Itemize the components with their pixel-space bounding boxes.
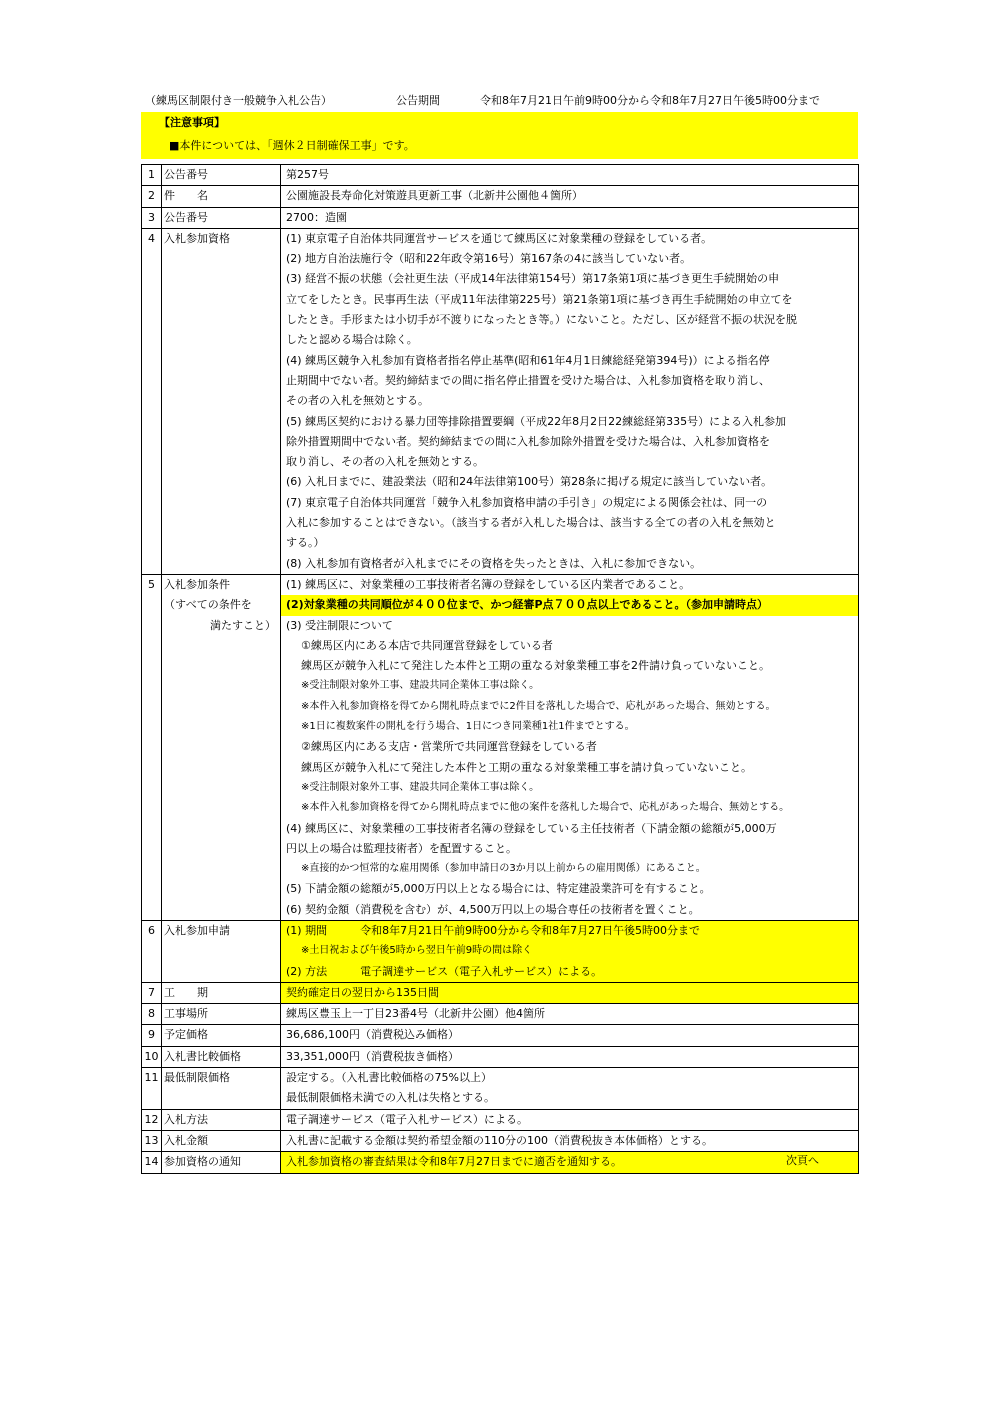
- row-label: 入札書比較価格: [164, 1049, 241, 1063]
- row-label: 工事場所: [164, 1007, 208, 1021]
- row-number: 13: [144, 1133, 159, 1147]
- row-value: 公園施設長寿命化対策遊具更新工事（北新井公園他４箇所）: [286, 189, 583, 203]
- row-number: 1: [148, 168, 155, 181]
- row-label: 入札金額: [164, 1133, 208, 1147]
- qualification-line: 入札に参加することはできない。（該当する者が入札した場合は、該当する全ての者の入札を無効と: [286, 516, 776, 530]
- row-label: 件 名: [164, 189, 208, 203]
- condition-line: ①練馬区内にある本店で共同運営登録をしている者: [301, 638, 553, 652]
- condition-line: (6) 契約金額（消費税を含む）が、4,500万円以上の場合専任の技術者を置くこと。: [286, 902, 700, 916]
- row-label: 公告番号: [164, 210, 208, 224]
- table-row: [142, 1046, 859, 1067]
- condition-note: ※受注制限対象外工事、建設共同企業体工事は除く。: [301, 680, 540, 692]
- table-row: [142, 1004, 859, 1025]
- row-label-sub: （すべての条件を: [164, 598, 252, 612]
- row-value: 設定する。（入札書比較価格の75%以上）: [286, 1071, 492, 1085]
- qualification-line: 立てをしたとき。民事再生法（平成11年法律第225号）第21条第1項に基づき再生手続開始の申立てを: [286, 292, 793, 306]
- row-number: 3: [148, 210, 155, 224]
- row-label: 入札参加資格: [164, 231, 230, 245]
- row-label: 予定価格: [164, 1028, 208, 1042]
- qualification-line: 除外措置期間中でない者。契約締結までの間に入札参加除外措置を受けた場合は、入札参加資格を: [286, 434, 770, 448]
- tender-table: [141, 164, 859, 1174]
- row-value: 練馬区豊玉上一丁目23番4号（北新井公園）他4箇所: [286, 1007, 545, 1021]
- row-label-sub: 満たすこと）: [210, 618, 276, 632]
- row-number: 8: [148, 1007, 155, 1021]
- table-row: [142, 574, 859, 920]
- row-number: 2: [148, 189, 155, 203]
- table-row: [142, 1025, 859, 1046]
- condition-note: ※1日に複数案件の開札を行う場合、1日につき同業種1社1件までとする。: [301, 721, 635, 733]
- application-period: (1) 期間 令和8年7月21日午前9時00分から令和8年7月27日午後5時00分まで: [286, 923, 701, 937]
- condition-note: ※受注制限対象外工事、建設共同企業体工事は除く。: [301, 781, 540, 793]
- table-row: [142, 186, 859, 207]
- caution-box: [141, 112, 858, 159]
- table-row: [142, 982, 859, 1003]
- table-row: [142, 1068, 859, 1110]
- qualification-line: (1) 東京電子自治体共同運営サービスを通じて練馬区に対象業種の登録をしている者。: [286, 231, 713, 245]
- table-row: [142, 1109, 859, 1130]
- table-row: [142, 207, 859, 228]
- qualification-line: する。）: [286, 536, 325, 550]
- condition-note: ※本件入札参加資格を得てから開札時点までに2件目を落札した場合で、応札があった場合、無効とする。: [301, 700, 776, 712]
- row-number: 4: [148, 231, 155, 245]
- qualification-line: (2) 地方自治法施行令（昭和22年政令第16号）第167条の4に該当していない者。: [286, 252, 692, 266]
- row-label: 入札方法: [164, 1112, 208, 1126]
- condition-note: ※本件入札参加資格を得てから開札時点までに他の案件を落札した場合で、応札があった場合、無効とする。: [301, 802, 790, 814]
- table-row: [142, 228, 859, 574]
- table-row: [142, 1130, 859, 1151]
- notice-header: [145, 93, 857, 109]
- period-label: 公告期間: [396, 94, 440, 107]
- row-label: 入札参加条件: [164, 577, 230, 591]
- qualification-line: (7) 東京電子自治体共同運営「競争入札参加資格申請の手引き」の規定による関係会社は、同一の: [286, 495, 768, 509]
- application-method: (2) 方法 電子調達サービス（電子入札サービス）による。: [286, 964, 603, 978]
- qualification-line: 止期間中でない者。契約締結までの間に指名停止措置を受けた場合は、入札参加資格を取り消し、: [286, 373, 770, 387]
- condition-line: (3) 受注制限について: [286, 618, 393, 632]
- row-label: 最低制限価格: [164, 1071, 230, 1085]
- condition-line: ②練馬区内にある支店・営業所で共同運営登録をしている者: [301, 740, 597, 754]
- condition-line-highlight: (2)対象業種の共同順位が４００位まで、かつ経審P点７００点以上であること。（参加申請時点）: [281, 595, 858, 615]
- qualification-line: その者の入札を無効とする。: [286, 394, 429, 408]
- condition-line: (1) 練馬区に、対象業種の工事技術者名簿の登録をしている区内業者であること。: [286, 577, 691, 591]
- row-number: 14: [144, 1155, 159, 1169]
- row-number: 11: [144, 1071, 159, 1085]
- row-label: 入札参加申請: [164, 923, 230, 937]
- row-number: 10: [144, 1049, 159, 1063]
- row-number: 9: [148, 1028, 155, 1042]
- row-label: 公告番号: [164, 168, 208, 181]
- row-number: 5: [148, 577, 155, 591]
- qualification-line: したと認める場合は除く。: [286, 333, 418, 347]
- row-value: 第257号: [286, 168, 329, 181]
- application-note: ※土日祝および午後5時から翌日午前9時の間は除く: [301, 945, 533, 957]
- row-value: 最低制限価格未満での入札は失格とする。: [286, 1091, 495, 1105]
- table-row: [142, 165, 859, 186]
- qualification-line: (3) 経営不振の状態（会社更生法（平成14年法律第154号）第17条第1項に基づき更生手続開始の申: [286, 272, 780, 286]
- table-row: [142, 1152, 859, 1173]
- condition-line: (5) 下請金額の総額が5,000万円以上となる場合には、特定建設業許可を有すること。: [286, 882, 711, 896]
- period-value: 令和8年7月21日午前9時00分から令和8年7月27日午後5時00分まで: [480, 94, 820, 107]
- row-label: 工 期: [164, 985, 208, 999]
- condition-line: 練馬区が競争入札にて発注した本件と工期の重なる対象業種工事を2件請け負っていないこと。: [301, 659, 770, 673]
- condition-line: 円以上の場合は監理技術者）を配置すること。: [286, 841, 517, 855]
- caution-title: 【注意事項】: [159, 116, 225, 129]
- row-number: 7: [148, 985, 155, 999]
- qualification-line: (5) 練馬区契約における暴力団等排除措置要綱（平成22年8月2日22練総経第335号）による入札参加: [286, 414, 787, 428]
- condition-line: (4) 練馬区に、対象業種の工事技術者名簿の登録をしている主任技術者（下請金額の総額が5,000万: [286, 821, 777, 835]
- row-value: 33,351,000円（消費税抜き価格）: [286, 1049, 459, 1063]
- condition-note: ※直接的かつ恒常的な雇用関係（参加申請日の3か月以上前からの雇用関係）にあること。: [301, 863, 706, 875]
- row-value: 入札書に記載する金額は契約希望金額の110分の100（消費税抜き本体価格）とする。: [286, 1133, 713, 1147]
- table-row: [142, 920, 859, 982]
- next-page-label: 次頁へ: [786, 1154, 819, 1167]
- notice-title: （練馬区制限付き一般競争入札公告）: [145, 94, 332, 107]
- row-value: 2700：造園: [286, 210, 347, 224]
- qualification-line: (4) 練馬区競争入札参加有資格者指名停止基準(昭和61年4月1日練総経発第394号)）による指名停: [286, 353, 770, 367]
- condition-line: 練馬区が競争入札にて発注した本件と工期の重なる対象業種工事を請け負っていないこと。: [301, 760, 752, 774]
- row-label: 参加資格の通知: [164, 1155, 241, 1169]
- qualification-line: したとき。手形または小切手が不渡りになったとき等。）にないこと。ただし、区が経営不振の状況を脱: [286, 313, 798, 327]
- qualification-line: 取り消し、その者の入札を無効とする。: [286, 455, 484, 469]
- row-value: 入札参加資格の審査結果は令和8年7月27日までに適否を通知する。: [286, 1155, 622, 1169]
- caution-text: ■本件については、「週休２日制確保工事」です。: [169, 139, 415, 152]
- row-value: 契約確定日の翌日から135日間: [286, 985, 439, 999]
- row-number: 12: [144, 1112, 159, 1126]
- row-value: 36,686,100円（消費税込み価格）: [286, 1028, 459, 1042]
- row-value: 電子調達サービス（電子入札サービス）による。: [286, 1112, 528, 1126]
- qualification-line: (8) 入札参加有資格者が入札までにその資格を失ったときは、入札に参加できない。: [286, 556, 702, 570]
- qualification-line: (6) 入札日までに、建設業法（昭和24年法律第100号）第28条に掲げる規定に該当していない者。: [286, 475, 773, 489]
- row-number: 6: [148, 923, 155, 937]
